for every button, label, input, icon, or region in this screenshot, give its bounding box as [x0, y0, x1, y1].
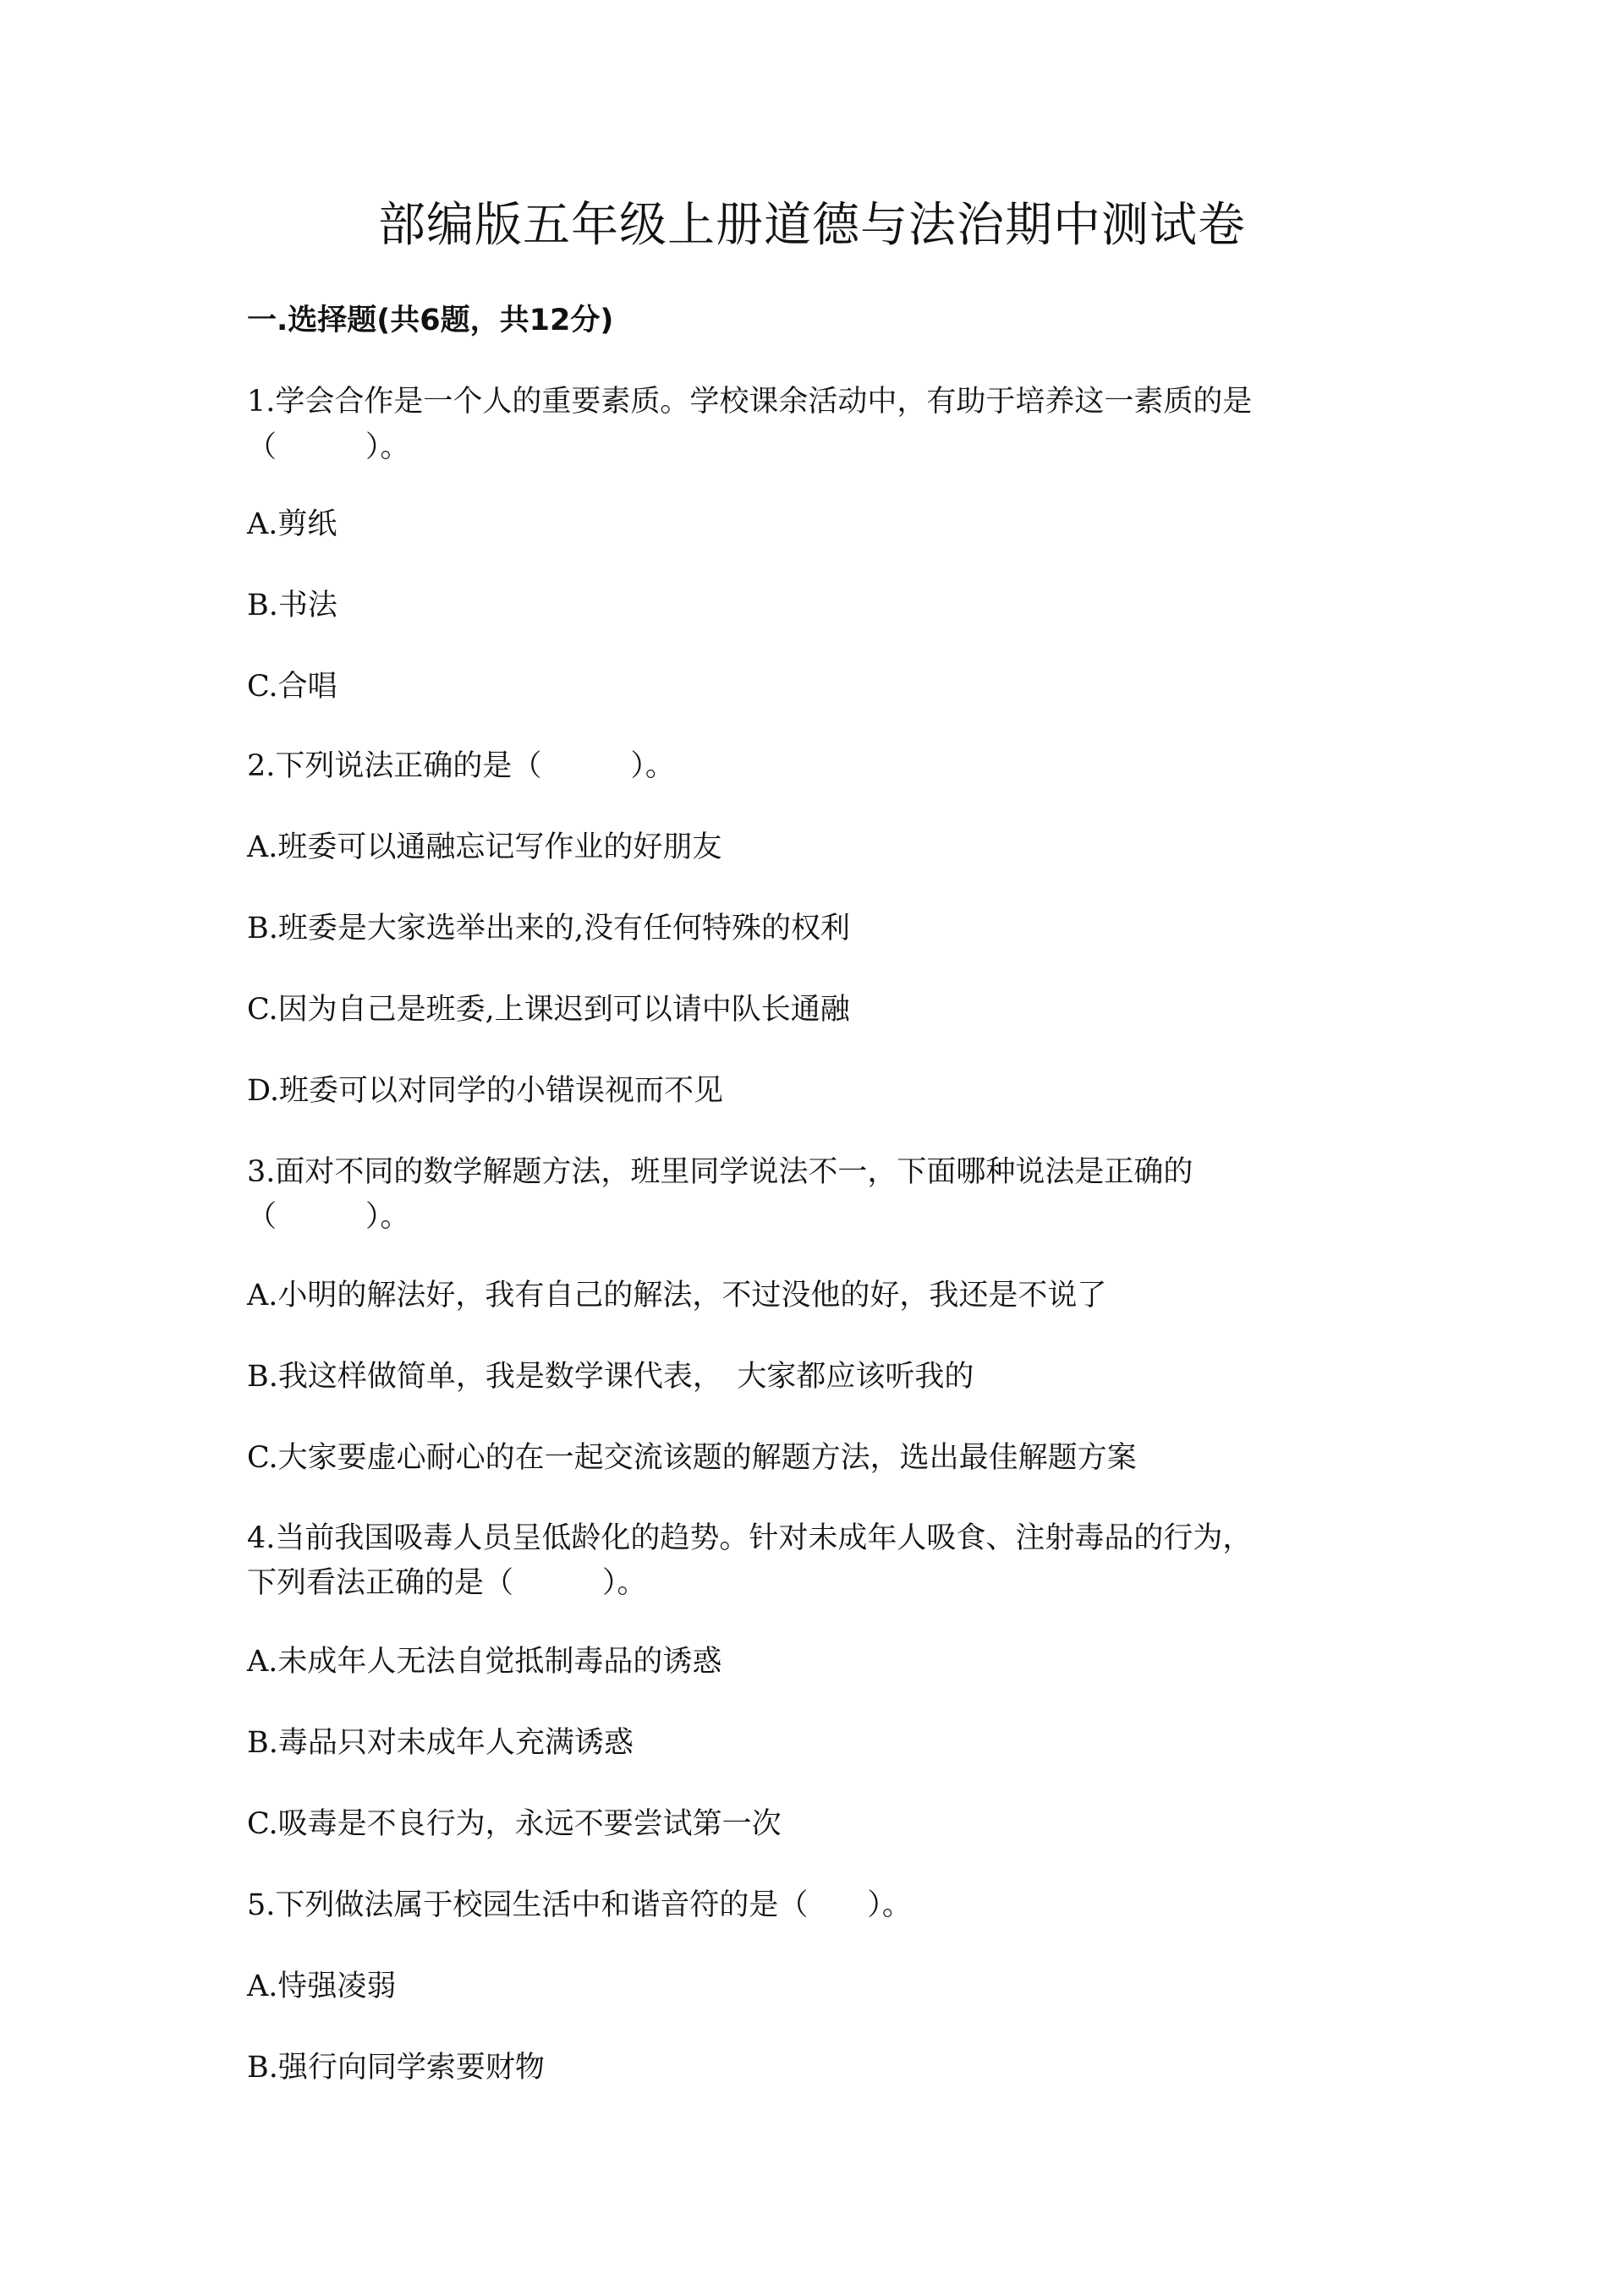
question-2-option-c: C.因为自己是班委,上课迟到可以请中队长通融 [247, 993, 850, 1027]
question-1-option-b: B.书法 [247, 589, 337, 622]
question-1-stem-line-1: 1.学会合作是一个人的重要素质。学校课余活动中，有助于培养这一素质的是 [247, 385, 1253, 419]
question-2-option-b: B.班委是大家选举出来的,没有任何特殊的权利 [247, 912, 850, 945]
question-5-option-b: B.强行向同学索要财物 [247, 2051, 545, 2085]
question-3-stem-line-1: 3.面对不同的数学解题方法，班里同学说法不一，下面哪种说法是正确的 [247, 1155, 1193, 1189]
question-3-option-c: C.大家要虚心耐心的在一起交流该题的解题方法，选出最佳解题方案 [247, 1441, 1137, 1475]
question-2-option-d: D.班委可以对同学的小错误视而不见 [247, 1074, 723, 1108]
question-3-option-b: B.我这样做简单，我是数学课代表， 大家都应该听我的 [247, 1360, 974, 1394]
question-2-stem: 2.下列说法正确的是（ ）。 [247, 749, 675, 783]
question-4-option-c: C.吸毒是不良行为，永远不要尝试第一次 [247, 1807, 782, 1841]
question-2-option-a: A.班委可以通融忘记写作业的好朋友 [247, 830, 722, 864]
question-5-stem: 5.下列做法属于校园生活中和谐音符的是（ ）。 [247, 1888, 912, 1922]
question-1-option-a: A.剪纸 [247, 507, 337, 541]
question-4-option-a: A.未成年人无法自觉抵制毒品的诱惑 [247, 1645, 722, 1679]
question-3-stem-line-2: （ ）。 [247, 1200, 410, 1234]
question-3-option-a: A.小明的解法好，我有自己的解法，不过没他的好，我还是不说了 [247, 1279, 1107, 1312]
section-heading: 一.选择题(共6题，共12分) [247, 304, 614, 337]
page-title: 部编版五年级上册道德与法治期中测试卷 [378, 198, 1246, 253]
question-4-stem-line-1: 4.当前我国吸毒人员呈低龄化的趋势。针对未成年人吸食、注射毒品的行为， [247, 1521, 1253, 1555]
question-1-option-c: C.合唱 [247, 670, 337, 704]
question-4-option-b: B.毒品只对未成年人充满诱惑 [247, 1726, 634, 1760]
question-5-option-a: A.恃强凌弱 [247, 1970, 397, 2003]
question-4-stem-line-2: 下列看法正确的是（ ）。 [247, 1566, 647, 1600]
question-1-stem-line-2: （ ）。 [247, 430, 410, 464]
